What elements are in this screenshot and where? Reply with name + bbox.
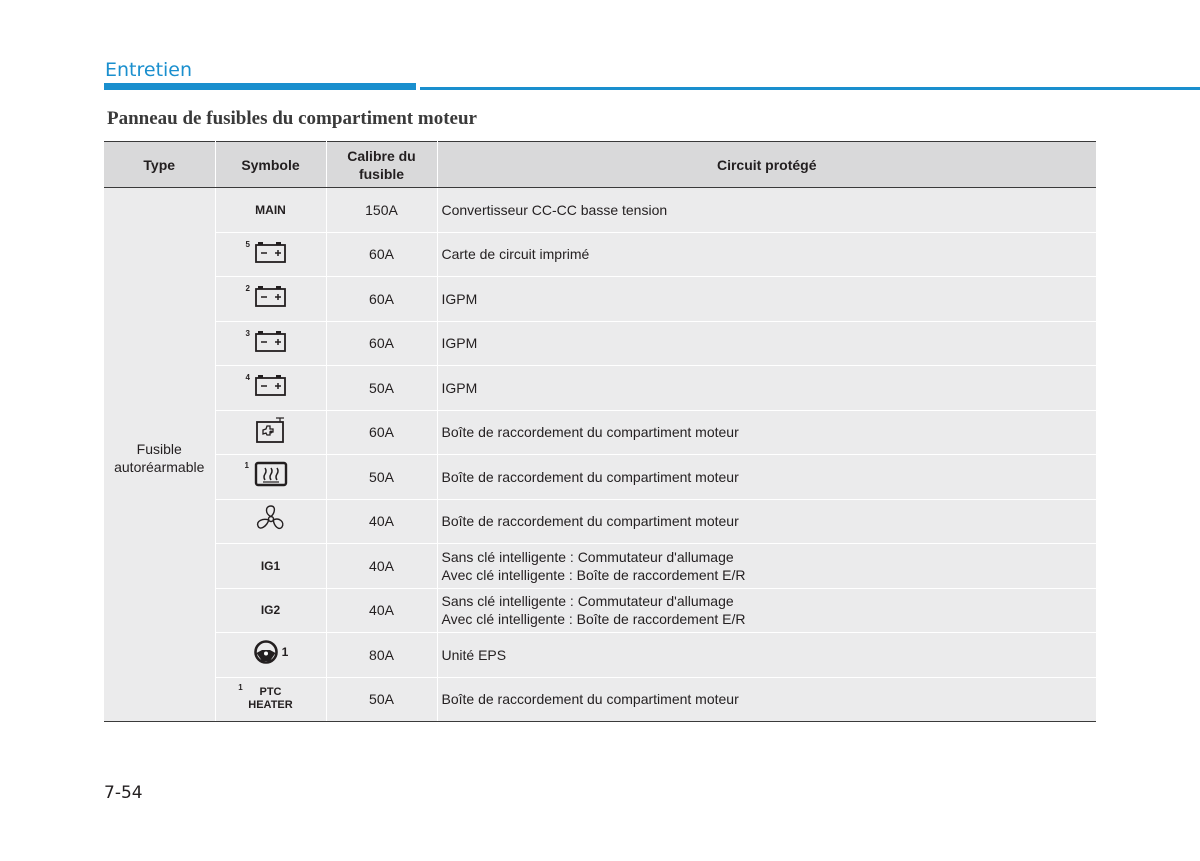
- circuit-line: Avec clé intelligente : Boîte de raccordement E/R: [441, 566, 746, 583]
- fuse-symbol-text: IG2: [215, 588, 326, 633]
- fuse-symbol: [215, 633, 326, 678]
- fuse-type: Fusible autoréarmable: [104, 188, 215, 722]
- table-row: [104, 366, 1096, 411]
- symbol-line: HEATER: [248, 699, 293, 712]
- fuse-rating: 40A: [326, 499, 437, 544]
- fuse-index: 1: [244, 461, 249, 471]
- protected-circuit: Boîte de raccordement du compartiment moteur: [437, 410, 1096, 455]
- protected-circuit: [437, 588, 1096, 633]
- fuse-index: 4: [245, 373, 250, 383]
- fuse-symbol: [215, 321, 326, 366]
- fuse-symbol: [215, 499, 326, 544]
- protected-circuit: Boîte de raccordement du compartiment moteur: [437, 455, 1096, 500]
- fuse-index: 5: [245, 239, 250, 249]
- table-row: [104, 544, 1096, 589]
- table-row: [104, 277, 1096, 322]
- fuse-rating: 50A: [326, 366, 437, 411]
- fuse-symbol: [215, 410, 326, 455]
- protected-circuit: IGPM: [437, 277, 1096, 322]
- column-header-rating: Calibre du fusible: [326, 142, 437, 188]
- table-row: [104, 188, 1096, 233]
- fuse-symbol: [215, 232, 326, 277]
- fuse-rating: 80A: [326, 633, 437, 678]
- table-row: [104, 499, 1096, 544]
- symbol-line: PTC: [259, 686, 282, 699]
- header-bar-thin: [420, 87, 1200, 90]
- fuse-rating: 60A: [326, 232, 437, 277]
- fuse-rating: 60A: [326, 277, 437, 322]
- table-row: [104, 633, 1096, 678]
- column-header-type: Type: [104, 142, 215, 188]
- battery-icon: [254, 283, 288, 309]
- rear-defroster-icon: [253, 460, 289, 488]
- battery-icon: [254, 328, 288, 354]
- table-row: [104, 588, 1096, 633]
- protected-circuit: IGPM: [437, 321, 1096, 366]
- battery-icon: [254, 372, 288, 398]
- table-row: [104, 455, 1096, 500]
- table-header-row: [104, 142, 1096, 188]
- table-row: [104, 232, 1096, 277]
- protected-circuit: Carte de circuit imprimé: [437, 232, 1096, 277]
- protected-circuit: Boîte de raccordement du compartiment moteur: [437, 677, 1096, 722]
- circuit-line: Avec clé intelligente : Boîte de raccordement E/R: [441, 611, 746, 628]
- fuse-symbol: [215, 366, 326, 411]
- fuse-rating: 60A: [326, 321, 437, 366]
- fuse-rating: 40A: [326, 544, 437, 589]
- circuit-line: Sans clé intelligente : Commutateur d'allumage: [441, 593, 734, 610]
- fuse-symbol-text: MAIN: [215, 188, 326, 233]
- fuse-index: 3: [245, 328, 250, 338]
- fuse-rating: 50A: [326, 677, 437, 722]
- fuse-index: 1: [238, 683, 243, 693]
- page-number: 7-54: [104, 783, 143, 803]
- protected-circuit: Unité EPS: [437, 633, 1096, 678]
- table-row: [104, 677, 1096, 722]
- page-heading: Panneau de fusibles du compartiment moteur: [107, 108, 477, 129]
- circuit-line: Sans clé intelligente : Commutateur d'allumage: [441, 548, 734, 565]
- fuse-symbol: [215, 455, 326, 500]
- fuse-rating: 60A: [326, 410, 437, 455]
- section-title: Entretien: [105, 59, 193, 81]
- battery-icon: [254, 239, 288, 265]
- protected-circuit: Boîte de raccordement du compartiment moteur: [437, 499, 1096, 544]
- fuse-index: 2: [245, 284, 250, 294]
- column-header-symbol: Symbole: [215, 142, 326, 188]
- fuse-symbol: [215, 677, 326, 722]
- fuse-rating: 150A: [326, 188, 437, 233]
- column-header-circuit: Circuit protégé: [437, 142, 1096, 188]
- fuse-table: [104, 141, 1096, 722]
- engine-compartment-icon: [254, 416, 288, 444]
- fuse-rating: 50A: [326, 455, 437, 500]
- fuse-symbol-text: IG1: [215, 544, 326, 589]
- header-bar-thick: [104, 83, 416, 90]
- steering-wheel-icon: [253, 639, 279, 665]
- table-row: [104, 410, 1096, 455]
- fan-icon: [255, 504, 287, 534]
- fuse-index: 1: [281, 645, 289, 660]
- protected-circuit: Convertisseur CC-CC basse tension: [437, 188, 1096, 233]
- table-row: [104, 321, 1096, 366]
- fuse-rating: 40A: [326, 588, 437, 633]
- fuse-symbol: [215, 277, 326, 322]
- protected-circuit: [437, 544, 1096, 589]
- protected-circuit: IGPM: [437, 366, 1096, 411]
